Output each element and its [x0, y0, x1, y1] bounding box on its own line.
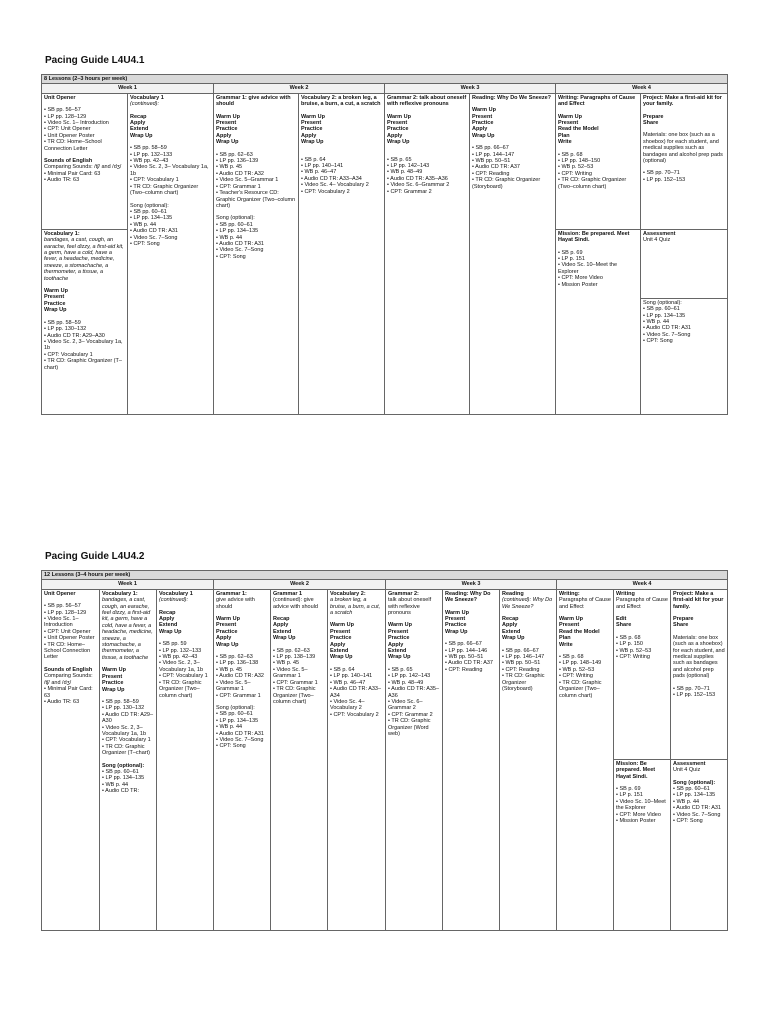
pacing-table-1 [41, 74, 728, 415]
cell-text: bandages, a cast, cough, an earache, feel dizzy, a first-aid kit, a germ, have a cold, have a fever, a headache, medicine, sneeze, a stomachache, a thermometer, a tissue, a toothache [102, 597, 153, 661]
cell-text: • SB p. 64 • LP pp. 140–141 • WB p. 46–47 • Audio CD TR: A33–A34 • Video Sc. 4– Vocabulary 2 • CPT: Vocabulary 2 [330, 666, 382, 718]
cell-heading: Recap Apply Extend Wrap Up [130, 113, 153, 139]
cell-text: Comparing Sounds: /tʃ/ and /dʒ/ • Minimal Pair Card: 63 • Audio TR: 63 [44, 673, 93, 705]
cell-text: Materials: one box (such as a shoebox) for each student, and medical supplies such as bandages and alcohol prep pads (optional) [673, 634, 725, 680]
cell-text: Unit 4 Quiz [643, 237, 671, 244]
lesson-cell [470, 93, 556, 414]
lesson-cell [299, 93, 385, 414]
cell-heading: Warm Up Present Practice Wrap Up [44, 288, 68, 314]
cell-text: • SB pp. 66–67 • LP pp. 146–147 • WB pp. 50–51 • CPT: Reading • TR CD: Graphic Organizer (Storyboard) [502, 647, 545, 693]
cell-text: • SB pp. 60–61 • LP pp. 134–135 • WB p. 44 • Audio CD TR: A31 • Video Sc. 7–Song • CPT: Song [673, 786, 721, 825]
cell-heading: Reading [502, 590, 524, 597]
cell-text: • SB pp. 60–61 • LP pp. 134–135 • WB p. 44 • Audio CD TR: [102, 768, 145, 795]
page-title-guide-1: Pacing Guide L4U4.1 [45, 55, 145, 66]
cell-heading: Sounds of English [44, 158, 93, 165]
cell-heading: Vocabulary 1: [44, 230, 80, 237]
cell-heading: Project: Make a first-aid kit for your family. [643, 94, 722, 108]
cell-text: Materials: one box (such as a shoebox) for each student, and medical supplies such as bandages and alcohol prep pads (optional) [643, 132, 723, 165]
lesson-cell [556, 229, 641, 414]
cell-heading: Vocabulary 1 [130, 94, 164, 101]
cell-heading: Grammar 1: [216, 590, 247, 597]
cell-text: talk about oneself with reflexive pronouns [388, 597, 432, 617]
cell-text: • SB p. 65 • LP pp. 142–143 • WB p. 48–49 • Audio CD TR: A35–A36 • Video Sc. 6–Grammar 2 • CPT: Grammar 2 [387, 156, 450, 195]
lesson-cell [641, 93, 728, 229]
cell-text: (continued): give advice with should [273, 597, 318, 610]
lesson-cell [271, 589, 328, 930]
cell-text: give advice with should [216, 597, 255, 610]
cell-heading: Prepare Share [673, 616, 694, 629]
cell-text: a broken leg, a bruise, a burn, a cut, a scratch [330, 597, 381, 617]
cell-text: • SB pp. 62–63 • LP pp. 136–139 • WB p. 45 • Audio CD TR: A32 • Video Sc. 5–Grammar 1 • CPT: Grammar 1 • Teacher's Resource CD: Graphic Organizer (Two–column chart) [216, 151, 296, 209]
cell-heading: Grammar 1 [273, 590, 303, 597]
cell-heading: Warm Up Present Practice Wrap Up [445, 609, 469, 635]
cell-heading: Recap Apply Extend Wrap Up [502, 616, 525, 642]
cell-heading: Grammar 2: [388, 590, 419, 597]
cell-heading: Reading: Why Do We Sneeze? [472, 94, 552, 101]
cell-heading: Song (optional): [673, 779, 716, 786]
cell-heading: Warm Up Present Practice Apply Extend Wrap Up [330, 622, 354, 661]
cell-heading: Warm Up Present Practice Wrap Up [102, 667, 126, 693]
cell-heading: Vocabulary 1 [159, 590, 193, 597]
cell-heading: Writing [616, 590, 635, 597]
lesson-cell [128, 93, 214, 414]
lesson-cell [443, 589, 500, 930]
lesson-cell [157, 589, 214, 930]
cell-text: • SB pp. 58–59 • LP pp. 130–132 • Audio CD TR: A29–A30 • Video Sc. 2, 3–Vocabulary 1a, 1b • CPT: Vocabulary 1 • TR CD: Graphic Organizer (T–chart) [102, 698, 154, 757]
lesson-cell [614, 759, 671, 930]
cell-text: • SB pp. 60–61 • LP pp. 134–135 • WB p. 44 • Audio CD TR: A31 • Video Sc. 7–Song • CPT: Song [216, 221, 264, 260]
cell-text: • SB p. 69 • LP p. 151 • Video Sc. 10–Meet the Explorer • CPT: More Video • Mission Poster [558, 249, 618, 288]
cell-text: • SB p. 68 • LP p. 150 • WB p. 52–53 • CPT: Writing [616, 634, 652, 661]
page-title-guide-2: Pacing Guide L4U4.2 [45, 551, 145, 562]
lesson-cell [100, 589, 157, 930]
cell-text: Song (optional): [216, 215, 255, 222]
cell-heading: Unit Opener [44, 590, 76, 597]
cell-text: (continued): Why Do We Sneeze? [502, 597, 553, 610]
cell-heading: Recap Apply Extend Wrap Up [159, 609, 182, 635]
cell-text: Comparing Sounds: /tʃ/ and /dʒ/ • Minimal Pair Card: 63 • Audio TR: 63 [44, 164, 122, 184]
lesson-cell [641, 229, 728, 298]
cell-text: • SB pp. 60–61 • LP pp. 134–135 • WB p. 44 • Audio CD TR: A31 • Video Sc. 7–Song • CPT: Song [216, 711, 264, 750]
cell-text: • SB pp. 56–57 • LP pp. 128–129 • Video Sc. 1– Introduction • CPT: Unit Opener • Unit Opener Poster • TR CD: Home–School Connection Letter [44, 603, 95, 661]
cell-heading: Assessment [673, 760, 706, 767]
pacing-table-2 [41, 570, 728, 931]
cell-heading: Warm Up Present Practice Apply Wrap Up [216, 616, 240, 648]
cell-heading: Warm Up Present Practice Apply Wrap Up [387, 113, 411, 146]
lesson-cell [614, 589, 671, 759]
lesson-cell [557, 589, 614, 930]
lesson-cell [641, 298, 728, 414]
week-header: Week 1 [42, 84, 214, 93]
cell-text: (continued): [130, 101, 160, 108]
lesson-cell [214, 589, 271, 930]
lessons-banner: 12 Lessons (3–4 hours per week) [42, 571, 728, 580]
cell-heading: Project: Make a first-aid kit for your family. [673, 590, 724, 610]
lesson-cell [386, 589, 443, 930]
cell-text: Paragraphs of Cause and Effect [559, 597, 611, 610]
lessons-banner: 8 Lessons (2–3 hours per week) [42, 75, 728, 84]
cell-text: • SB pp. 58–59 • LP pp. 132–133 • WB pp. 42–43 • Video Sc. 2, 3– Vocabulary 1a, 1b • CPT: Vocabulary 1 • TR CD: Graphic Organizer (Two–column chart) [130, 145, 209, 197]
cell-heading: Vocabulary 2: a broken leg, a bruise, a burn, a cut, a scratch [301, 94, 381, 108]
cell-heading: Warm Up Present Practice Apply Extend Wrap Up [388, 622, 412, 661]
week-header: Week 4 [557, 580, 728, 589]
cell-heading: Reading: Why Do We Sneeze? [445, 590, 491, 604]
cell-text: • SB p. 68 • LP pp. 148–150 • WB p. 52–53 • CPT: Writing • TR CD: Graphic Organizer (Two–column chart) [558, 151, 627, 190]
week-header: Week 2 [214, 580, 386, 589]
cell-heading: Assessment [643, 230, 676, 237]
cell-heading: Warm Up Present Practice Apply Wrap Up [472, 107, 496, 139]
week-header: Week 1 [42, 580, 214, 589]
cell-text: • SB p. 68 • LP pp. 148–149 • WB p. 52–53 • CPT: Writing • TR CD: Graphic Organizer (Two–column chart) [559, 654, 602, 699]
lesson-cell [556, 93, 641, 229]
lesson-cell [328, 589, 386, 930]
cell-text: • SB p. 69 • LP p. 151 • Video Sc. 10–Meet the Explorer • CPT: More Video • Mission Poster [616, 786, 666, 825]
cell-text: • SB pp. 56–57 • LP pp. 128–129 • Video Sc. 1– Introduction • CPT: Unit Opener • Unit Opener Poster • TR CD: Home–School Connection Letter [44, 107, 109, 152]
cell-text: • SB p. 64 • LP pp. 140–141 • WB p. 46–47 • Audio CD TR: A33–A34 • Video Sc. 4– Vocabulary 2 • CPT: Vocabulary 2 [301, 156, 369, 195]
cell-heading: Mission: Be prepared. Meet Hayat Sindi. [558, 230, 630, 244]
week-header: Week 4 [556, 84, 728, 93]
cell-heading: Grammar 2: talk about oneself with reflexive pronouns [387, 94, 467, 108]
cell-heading: Warm Up Present Read the Model Plan Write [559, 616, 600, 648]
cell-heading: Recap Apply Extend Wrap Up [273, 616, 296, 642]
lesson-cell [671, 759, 728, 930]
cell-heading: Unit Opener [44, 94, 76, 101]
lesson-cell [42, 229, 128, 414]
cell-heading: Warm Up Present Practice Apply Wrap Up [301, 113, 325, 146]
lesson-cell [214, 93, 299, 414]
cell-text: • SB pp. 62–63 • LP pp. 136–138 • WB p. 45 • Audio CD TR: A32 • Video Sc. 5–Grammar 1 • CPT: Grammar 1 [216, 654, 264, 699]
cell-text: • SB pp. 60–61 • LP pp. 134–135 • WB p. 44 • Audio CD TR: A31 • Video Sc. 7–Song • CPT: Song [130, 208, 178, 247]
cell-text: • SB pp. 70–71 • LP pp. 152–153 [673, 685, 716, 699]
cell-text: Song (optional): [216, 704, 255, 711]
cell-heading: Song (optional): [102, 762, 145, 769]
cell-text: Unit 4 Quiz [673, 767, 701, 774]
lesson-cell [385, 93, 470, 414]
cell-text: (continued): [159, 597, 189, 604]
cell-heading: Grammar 1: give advice with should [216, 94, 291, 108]
cell-text: • SB pp. 70–71 • LP pp. 152–153 [643, 170, 686, 183]
lesson-cell [500, 589, 557, 930]
cell-text: Paragraphs of Cause and Effect [616, 597, 668, 610]
lesson-cell [42, 589, 100, 930]
cell-heading: Prepare Share [643, 113, 664, 127]
cell-text: • SB pp. 58–59 • LP pp. 130–132 • Audio CD TR: A29–A30 • Video Sc. 2, 3– Vocabulary 1a, 1b • CPT: Vocabulary 1 • TR CD: Graphic Organizer (T–chart) [44, 319, 123, 371]
lesson-cell [42, 93, 128, 229]
cell-text: • SB pp. 62–63 • LP pp. 138–139 • WB p. 45 • Video Sc. 5–Grammar 1 • CPT: Grammar 1 • TR CD: Graphic Organizer (Two–column chart) [273, 647, 318, 705]
week-header: Week 3 [385, 84, 556, 93]
cell-text: Song (optional): [643, 299, 682, 306]
cell-heading: Warm Up Present Practice Apply Wrap Up [216, 113, 240, 146]
cell-heading: Vocabulary 2: [330, 590, 366, 597]
cell-heading: Sounds of English [44, 666, 93, 673]
cell-text: Song (optional): [130, 202, 169, 209]
week-header: Week 2 [214, 84, 385, 93]
cell-text: • SB p. 65 • LP pp. 142–143 • WB p. 48–49 • Audio CD TR: A35–A36 • Video Sc. 6– Grammar 2 • CPT: Grammar 2 • TR CD: Graphic Organizer (Word web) [388, 666, 440, 737]
lesson-cell [671, 589, 728, 759]
cell-text: • SB pp. 59 • LP pp. 132–133 • WB pp. 42–43 • Video Sc. 2, 3–Vocabulary 1a, 1b • CPT: Vocabulary 1 • TR CD: Graphic Organizer (Two–column chart) [159, 641, 208, 699]
cell-heading: Writing: Paragraphs of Cause and Effect [558, 94, 636, 108]
cell-heading: Vocabulary 1: [102, 590, 138, 597]
week-header: Week 3 [386, 580, 557, 589]
cell-heading: Mission: Be prepared. Meet Hayat Sindi. [616, 760, 656, 780]
cell-heading: Writing: [559, 590, 580, 597]
cell-text: • SB pp. 66–67 • LP pp. 144–147 • WB pp. 50–51 • Audio CD TR: A37 • CPT: Reading • TR CD: Graphic Organizer (Storyboard) [472, 145, 541, 190]
cell-text: • SB pp. 60–61 • LP pp. 134–135 • WB p. 44 • Audio CD TR: A31 • Video Sc. 7–Song • CPT: Song [643, 306, 691, 345]
cell-text: • SB pp. 66–67 • LP pp. 144–146 • WB pp. 50–51 • Audio CD TR: A37 • CPT: Reading [445, 641, 493, 673]
cell-heading: Edit Share [616, 616, 632, 629]
cell-text: bandages, a cast, cough, an earache, feel dizzy, a first-aid kit, a germ, have a cold, have a fever, a headache, medicine, sneeze, a stomachache, a thermometer, a tissue, a toothache [44, 237, 124, 282]
cell-heading: Warm Up Present Read the Model Plan Write [558, 113, 599, 146]
